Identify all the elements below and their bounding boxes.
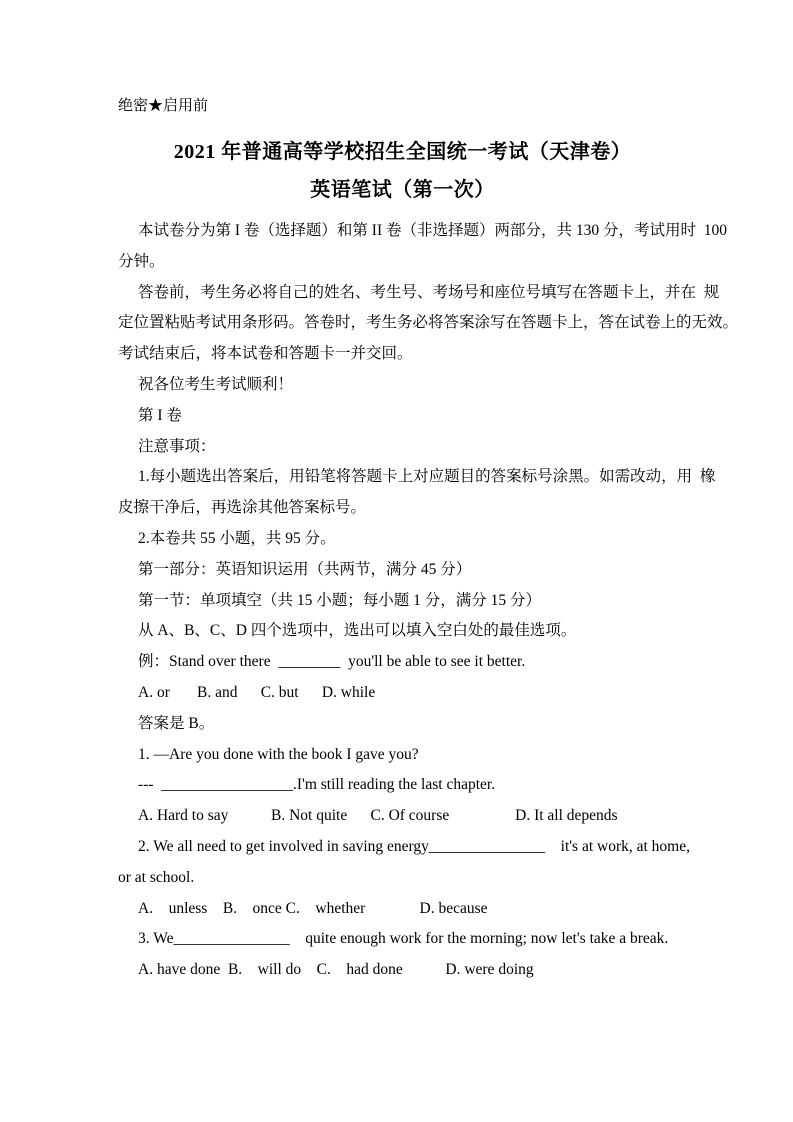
document-line: 祝各位考生考试顺利！ — [138, 375, 294, 393]
document-line: 例：Stand over there ________ you'll be able to see it better. — [138, 653, 526, 671]
document-line: 2. We all need to get involved in saving energy_______________ it's at work, at home, — [138, 837, 690, 855]
document-line: A. Hard to say B. Not quite C. Of course D. It all depends — [138, 807, 618, 825]
document-line: 答案是 B。 — [138, 714, 215, 732]
document-line: 1.每小题选出答案后，用铅笔将答题卡上对应题目的答案标号涂黑。如需改动，用 橡 — [138, 468, 716, 486]
document-line: A. have done B. will do C. had done D. were doing — [138, 961, 534, 979]
document-line: 1. —Are you done with the book I gave you? — [138, 745, 419, 763]
document-line: or at school. — [118, 868, 195, 886]
document-line: 从 A、B、C、D 四个选项中，选出可以填入空白处的最佳选项。 — [138, 622, 577, 640]
document-line: 本试卷分为第 I 卷（选择题）和第 II 卷（非选择题）两部分，共 130 分，考试用时 100 — [138, 222, 727, 239]
document-line: 答卷前，考生务必将自己的姓名、考生号、考场号和座位号填写在答题卡上，并在 规 — [138, 283, 720, 301]
document-line: A. unless B. once C. whether D. because — [138, 899, 488, 917]
document-line: 定位置粘贴考试用条形码。答卷时，考生务必将答案涂写在答题卡上，答在试卷上的无效。 — [118, 314, 739, 332]
document-line: 第 I 卷 — [138, 406, 182, 424]
document-line: 分钟。 — [118, 252, 165, 270]
classification-label: 绝密★启用前 — [118, 98, 209, 114]
exam-title: 2021 年普通高等学校招生全国统一考试（天津卷） — [173, 141, 632, 163]
document-line: 2.本卷共 55 小题，共 95 分。 — [138, 529, 336, 547]
document-line: 考试结束后，将本试卷和答题卡一并交回。 — [118, 345, 413, 363]
document-line: 第一节：单项填空（共 15 小题；每小题 1 分，满分 15 分） — [138, 591, 542, 609]
document-body — [118, 216, 739, 986]
document-line: 3. We_______________ quite enough work for the morning; now let's take a break. — [138, 930, 669, 948]
document-line: 皮擦干净后，再选涂其他答案标号。 — [118, 499, 367, 517]
document-line: --- _________________.I'm still reading the last chapter. — [138, 776, 496, 794]
document-line: A. or B. and C. but D. while — [138, 683, 376, 701]
document-line: 第一部分：英语知识运用（共两节，满分 45 分） — [138, 560, 472, 578]
exam-subtitle: 英语笔试（第一次） — [310, 179, 495, 201]
document-line: 注意事项： — [138, 437, 216, 455]
title-block — [118, 133, 687, 209]
